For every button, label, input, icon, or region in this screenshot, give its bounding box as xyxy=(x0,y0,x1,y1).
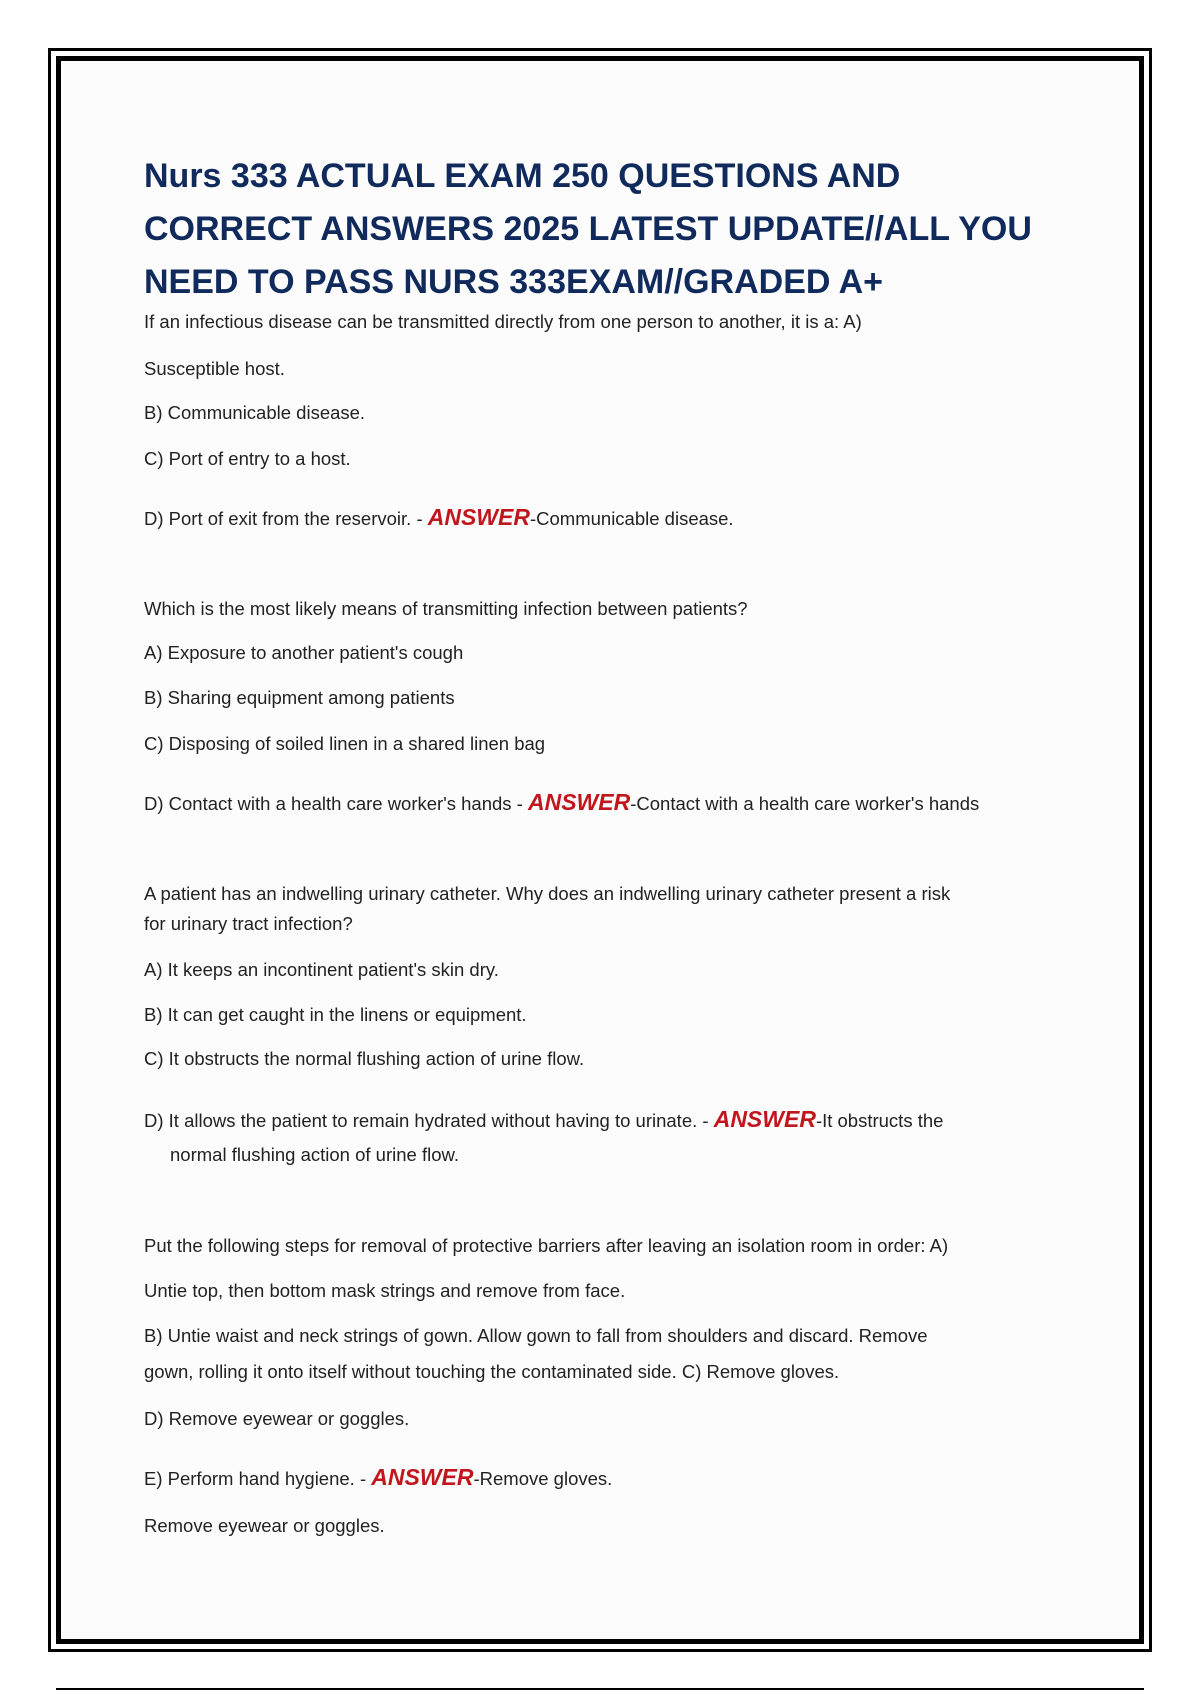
q4-answer-continued: Remove eyewear or goggles. xyxy=(144,1515,385,1536)
q2-option-c: C) Disposing of soiled linen in a shared linen bag xyxy=(144,733,546,754)
q1-option-d-with-answer xyxy=(144,505,734,531)
q2-option-d-with-answer xyxy=(144,790,979,816)
q2-stem: Which is the most likely means of transmitting infection between patients? xyxy=(144,598,748,619)
document-title: Nurs 333 ACTUAL EXAM 250 QUESTIONS AND CORRECT ANSWERS 2025 LATEST UPDATE//ALL YOU NEED TO PASS NURS 333EXAM//GRADED A+ xyxy=(144,157,1032,301)
q3-answer-label: ANSWER xyxy=(713,1106,816,1132)
q3-option-a: A) It keeps an incontinent patient's skin dry. xyxy=(144,959,499,980)
q4-option-d: D) Remove eyewear or goggles. xyxy=(144,1408,410,1429)
q4-option-b-line-1: B) Untie waist and neck strings of gown. Allow gown to fall from shoulders and discard. Remove xyxy=(144,1325,928,1346)
q4-answer-label: ANSWER xyxy=(371,1464,474,1490)
q3-answer-continued: normal flushing action of urine flow. xyxy=(170,1144,459,1165)
q2-option-a: A) Exposure to another patient's cough xyxy=(144,642,464,663)
q2-option-d: D) Contact with a health care worker's hands - xyxy=(144,793,528,814)
q4-option-a: Untie top, then bottom mask strings and remove from face. xyxy=(144,1280,626,1301)
q2-answer: -Contact with a health care worker's hands xyxy=(630,793,980,814)
q1-option-b: B) Communicable disease. xyxy=(144,402,366,423)
q4-answer: -Remove gloves. xyxy=(473,1468,613,1489)
q2-answer-label: ANSWER xyxy=(527,789,631,815)
document-content xyxy=(144,150,1064,309)
q1-answer: -Communicable disease. xyxy=(529,508,734,529)
q3-option-d-with-answer xyxy=(144,1107,943,1133)
q4-option-e-with-answer xyxy=(144,1465,612,1491)
q4-option-e: E) Perform hand hygiene. - xyxy=(144,1468,372,1489)
q1-answer-label: ANSWER xyxy=(427,504,530,530)
q4-stem: Put the following steps for removal of protective barriers after leaving an isolation room in order: A) xyxy=(144,1235,949,1256)
q4-option-b-line-2: gown, rolling it onto itself without touching the contaminated side. C) Remove gloves. xyxy=(144,1361,840,1382)
q1-option-a: Susceptible host. xyxy=(144,358,285,379)
q3-stem-line-1: A patient has an indwelling urinary catheter. Why does an indwelling urinary catheter present a risk xyxy=(144,883,951,904)
footer-rule xyxy=(56,1688,1144,1690)
q3-option-d: D) It allows the patient to remain hydrated without having to urinate. - xyxy=(144,1110,714,1131)
q3-answer: -It obstructs the xyxy=(815,1110,944,1131)
q3-option-b: B) It can get caught in the linens or equipment. xyxy=(144,1004,527,1025)
q1-option-c: C) Port of entry to a host. xyxy=(144,448,351,469)
q1-stem: If an infectious disease can be transmitted directly from one person to another, it is a: A) xyxy=(144,311,862,332)
q3-option-c: C) It obstructs the normal flushing action of urine flow. xyxy=(144,1048,585,1069)
q3-stem-line-2: for urinary tract infection? xyxy=(144,913,353,934)
q1-option-d: D) Port of exit from the reservoir. - xyxy=(144,508,428,529)
q2-option-b: B) Sharing equipment among patients xyxy=(144,687,455,708)
